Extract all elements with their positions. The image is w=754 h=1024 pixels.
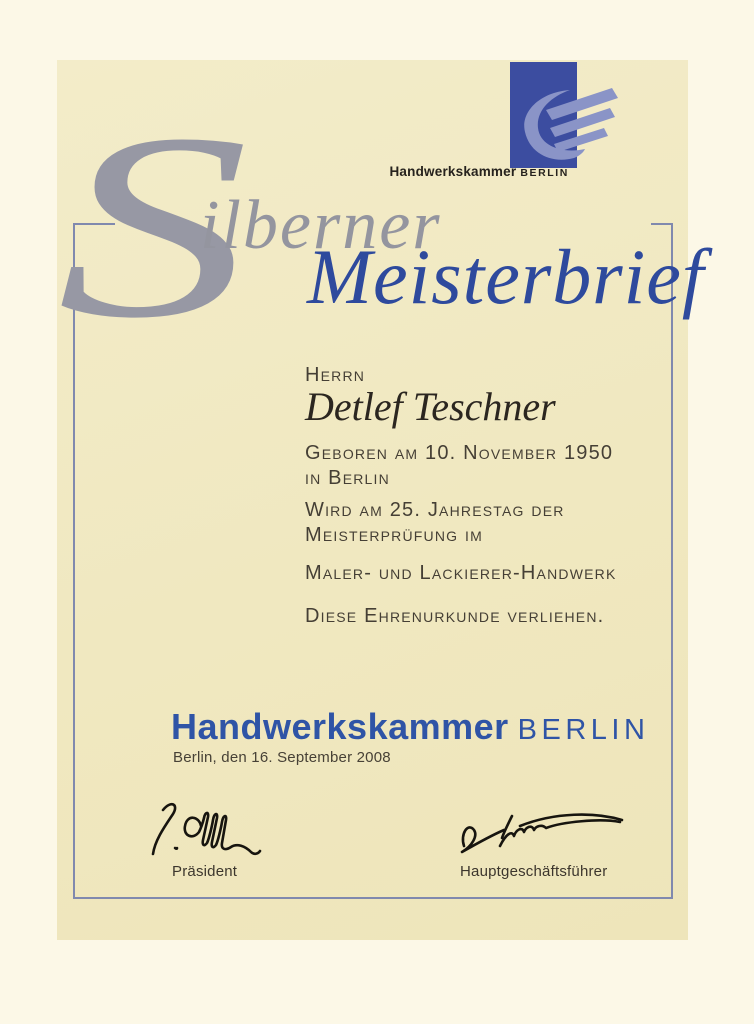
border-frame-top-right-segment: [651, 223, 673, 225]
logo-caption-city: BERLIN: [520, 167, 569, 179]
title-initial-letter: S: [57, 80, 250, 373]
logo-caption: [375, 164, 569, 179]
certificate-page: [57, 60, 705, 940]
recipient-name: Detlef Teschner: [305, 384, 556, 429]
ceo-role-label: Hauptgeschäftsführer: [460, 863, 608, 880]
title-word-silberner-rest: ilberner: [200, 187, 442, 264]
title-word-meisterbrief: Meisterbrief: [307, 233, 705, 320]
hand-swoosh-icon: [512, 84, 627, 162]
logo-caption-main: Handwerkskammer: [389, 164, 517, 179]
recipient-salutation: Herrn: [305, 364, 366, 386]
award-occasion-line2: Meisterprüfung im: [305, 524, 483, 546]
ceo-signature: [450, 806, 630, 861]
birth-place-line: in Berlin: [305, 467, 390, 489]
issuer-city: BERLIN: [517, 714, 650, 746]
issuer-wordmark: [171, 706, 649, 748]
president-signature: [135, 798, 285, 868]
issuer-name: Handwerkskammer: [171, 706, 509, 747]
birth-date-line: Geboren am 10. November 1950: [305, 442, 614, 464]
president-role-label: Präsident: [172, 863, 238, 880]
trade-name-line: Maler- und Lackierer-Handwerk: [305, 562, 617, 584]
grant-statement-line: Diese Ehrenurkunde verliehen.: [305, 605, 605, 627]
award-occasion-line1: Wird am 25. Jahrestag der: [305, 499, 565, 521]
issue-date: Berlin, den 16. September 2008: [173, 749, 391, 766]
